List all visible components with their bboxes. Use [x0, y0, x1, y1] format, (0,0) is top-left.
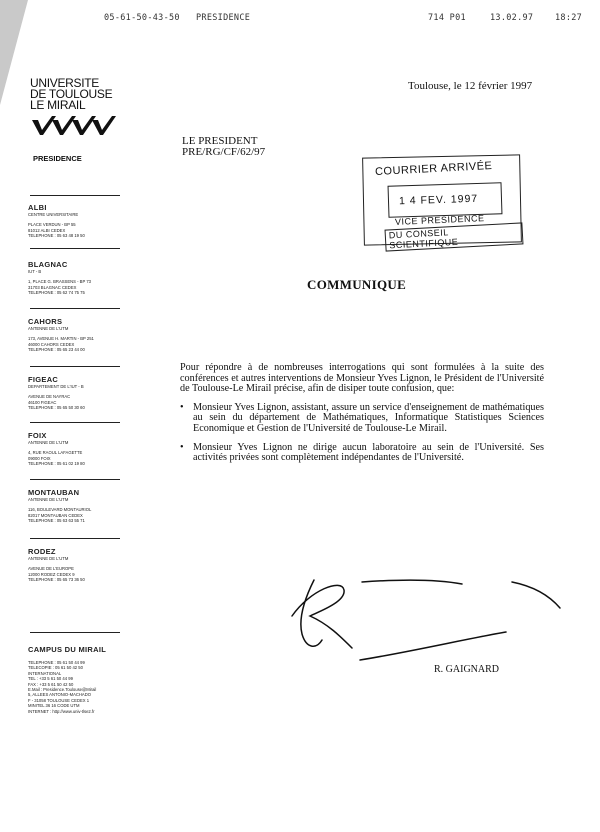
campus-line: 1, PLACE G. BRASSENS - BP 73	[28, 279, 91, 285]
campus-line: 82017 MONTAUBAN CEDEX	[28, 512, 83, 518]
university-logo	[30, 78, 120, 141]
document-heading: COMMUNIQUE	[307, 277, 407, 292]
campus-line: 09000 FOIX	[28, 455, 51, 461]
divider	[30, 632, 120, 633]
fax-time: 18:27	[555, 13, 583, 23]
campus-line: TEL : +33 5 61 50 44 99	[28, 676, 73, 682]
sender-title: LE PRESIDENT	[182, 135, 258, 147]
campus-line: TELEPHONE : 05 65 23 44 00	[28, 347, 85, 353]
handwritten-signature	[280, 568, 580, 673]
bullet-icon: •	[180, 401, 184, 413]
campus-name: FIGEAC	[28, 375, 59, 384]
campus-name: RODEZ	[28, 547, 56, 556]
campus-line: CENTRE UNIVERSITAIRE	[28, 212, 79, 217]
divider	[30, 248, 120, 249]
divider	[30, 479, 120, 480]
campus-line: TELEPHONE : 05 61 50 44 99	[28, 660, 85, 665]
logo-line-3: LE MIRAIL	[30, 98, 86, 112]
campus-name: BLAGNAC	[28, 260, 68, 269]
intro-paragraph: Pour répondre à de nombreuses interrogations qui sont formulées à la suite des conférences et autres interventions de Monsieur Yves Lignon, le Président de l'Université de Toulouse-Le Mirail précise, afin de disiper toute confusion, que:	[180, 362, 544, 395]
received-stamp	[363, 156, 523, 251]
bullet-list	[180, 403, 544, 464]
campus-line: INTERNATIONAL	[28, 670, 62, 676]
campus-line: MINITEL 36 16 CODE UTM	[28, 703, 80, 709]
fax-sender: PRESIDENCE	[196, 13, 251, 23]
campus-line: 173, AVENUE H. MARTIN - BP 251	[28, 336, 94, 342]
campus-rodez	[28, 547, 128, 583]
campus-line: ANTENNE DE L'UTM	[28, 497, 69, 502]
campus-blagnac	[28, 260, 128, 296]
campus-line: 4, RUE RAOUL LAFAGETTE	[28, 450, 83, 456]
logo-line-1: UNIVERSITE	[30, 76, 100, 90]
bullet-text: Monsieur Yves Lignon, assistant, assure un service d'enseignement de mathématiques au sein du département de Mathématiques, Informatique Statistiques Sciences Economique et Gestion de l'Université de Toulouse-Le Mirail.	[193, 401, 544, 434]
campus-name: FOIX	[28, 431, 47, 440]
campus-line: 12000 RODEZ CEDEX 9	[28, 571, 75, 577]
campus-line: ANTENNE DE L'UTM	[28, 440, 69, 445]
campus-line: 46000 CAHORS CEDEX	[28, 341, 75, 347]
bullet-text: Monsieur Yves Lignon ne dirige aucun laboratoire au sein de l'Université. Ses activités privées sont complètement indépendantes de l'Université.	[193, 441, 544, 464]
letter-body	[180, 363, 544, 472]
campus-line: F - 31058 TOULOUSE CEDEX 1	[28, 697, 90, 703]
divider	[30, 195, 120, 196]
sender-block	[182, 136, 265, 158]
campus-line: TELEPHONE : 05 63 48 19 50	[28, 233, 85, 239]
campus-line: TELEPHONE : 05 63 63 55 71	[28, 518, 85, 524]
campus-line: 81012 ALBI CEDEX	[28, 227, 66, 233]
logo-check-marks	[30, 114, 120, 136]
campus-line: ANTENNE DE L'UTM	[28, 326, 69, 331]
campus-foix	[28, 431, 128, 467]
campus-line: INTERNET : http://www.univ-tlse2.fr	[28, 708, 95, 714]
divider	[30, 366, 120, 367]
fax-page: 714 P01	[428, 13, 466, 23]
campus-line: TELEPHONE : 05 65 73 36 50	[28, 577, 85, 583]
campus-name: CAHORS	[28, 317, 63, 326]
campus-line: 5, ALLEES ANTONIO-MACHADO	[28, 692, 91, 698]
campus-line: E.Mail : Presidence.Toulouse@Mirail	[28, 687, 97, 693]
campus-line: 116, BOULEVARD MONTAURIOL	[28, 507, 92, 513]
campus-name: ALBI	[28, 203, 47, 212]
divider	[30, 422, 120, 423]
campus-line: ANTENNE DE L'UTM	[28, 556, 69, 561]
campus-mirail	[28, 645, 128, 714]
campus-montauban	[28, 488, 128, 524]
stamp-date: 1 4 FEV. 1997	[398, 192, 479, 208]
campus-line: PLACE VERDUN - BP 55	[28, 222, 76, 228]
campus-line: AVENUE DE NAYRAC	[28, 394, 71, 400]
sender-ref: PRE/RG/CF/62/97	[182, 146, 266, 158]
signatory-name: R. GAIGNARD	[434, 664, 499, 675]
campus-albi	[28, 203, 128, 239]
campus-line: TELEPHONE : 05 61 02 19 80	[28, 461, 85, 467]
stamp-line-2: DU CONSEIL SCIENTIFIQUE	[385, 222, 524, 251]
campus-cahors	[28, 317, 128, 353]
letter-date: Toulouse, le 12 février 1997	[408, 80, 533, 92]
campus-line: DEPARTEMENT DE L'IUT - B	[28, 384, 84, 389]
divider	[30, 538, 120, 539]
campus-line: AVENUE DE L'EUROPE	[28, 566, 74, 572]
divider	[30, 308, 120, 309]
fax-phone: 05-61-50-43-50	[104, 13, 180, 23]
campus-line: TELEPHONE : 05 62 74 75 75	[28, 290, 85, 296]
stamp-title: COURRIER ARRIVÉE	[374, 159, 493, 179]
campus-name: CAMPUS DU MIRAIL	[28, 645, 107, 654]
bullet-item	[180, 403, 544, 435]
fax-date: 13.02.97	[490, 13, 534, 23]
campus-name: MONTAUBAN	[28, 488, 80, 497]
campus-line: TELEPHONE : 05 65 50 30 60	[28, 405, 85, 411]
stamp-line-1: VICE PRESIDENCE	[394, 213, 485, 227]
logo-line-2: DE TOULOUSE	[30, 87, 113, 101]
campus-line: 31703 BLAGNAC CEDEX	[28, 284, 77, 290]
bullet-item	[180, 443, 544, 464]
campus-line: IUT - B	[28, 269, 42, 274]
campus-line: TELECOPIE : 05 61 50 42 50	[28, 665, 83, 671]
presidence-label: PRESIDENCE	[33, 154, 82, 163]
campus-figeac	[28, 375, 128, 411]
campus-line: 46100 FIGEAC	[28, 399, 57, 405]
campus-line: FAX : +33 5 61 50 42 50	[28, 681, 74, 687]
bullet-icon: •	[180, 441, 184, 453]
